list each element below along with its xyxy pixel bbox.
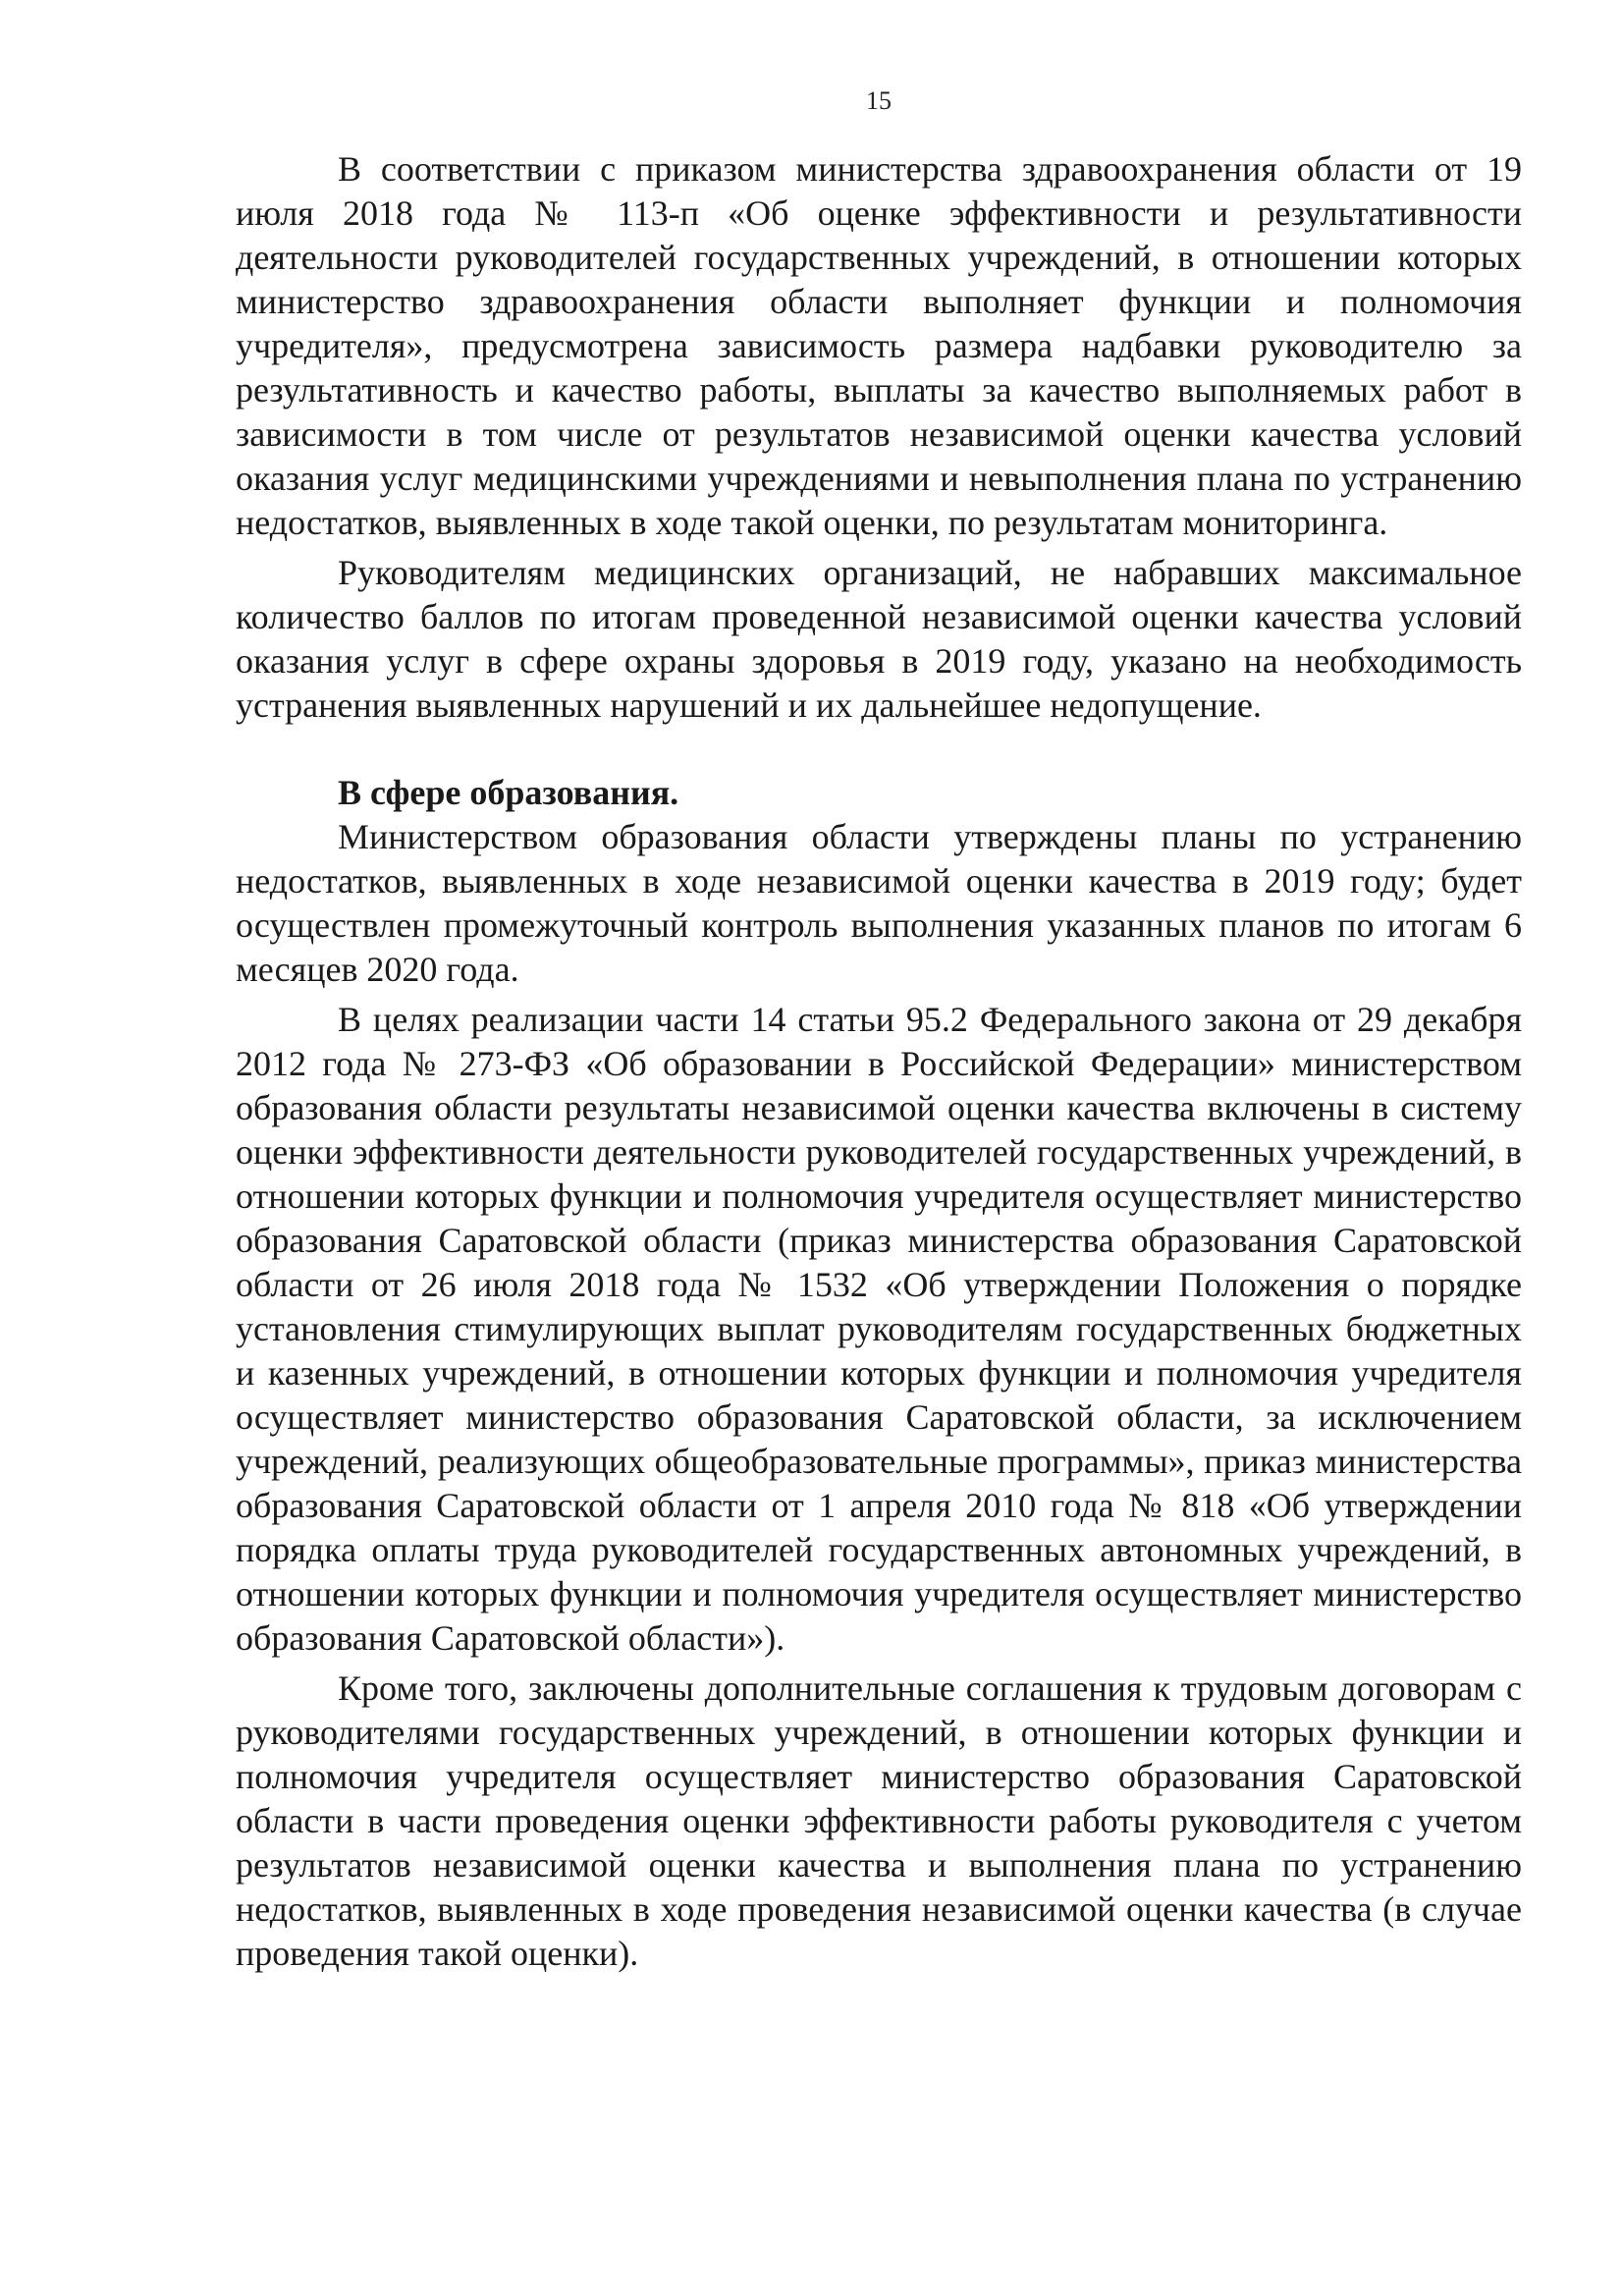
paragraph-health-order: В соответствии с приказом министерства здравоохранения области от 19 июля 2018 года № 113-п «Об оценке эффективности и результативности деятельности руководителей государственных учреждений, в отношении которых министерство здравоохранения области выполняет функции и полномочия учредителя», предусмотрена зависимость размера надбавки руководителю за результативность и качество работы, выплаты за качество выполняемых работ в зависимости в том числе от результатов независимой оценки качества условий оказания услуг медицинскими учреждениями и невыполнения плана по устранению недостатков, выявленных в ходе такой оценки, по результатам мониторинга. <box>236 149 1522 542</box>
paragraph-education-plans: Министерством образования области утверждены планы по устранению недостатков, выявленных в ходе независимой оценки качества в 2019 году; будет осуществлен промежуточный контроль выполнения указанных планов по итогам 6 месяцев 2020 года. <box>236 817 1522 989</box>
paragraph-education-law: В целях реализации части 14 статьи 95.2 Федерального закона от 29 декабря 2012 года № 273-ФЗ «Об образовании в Российской Федерации» министерством образования области результаты независимой оценки качества включены в систему оценки эффективности деятельности руководителей государственных учреждений, в отношении которых функции и полномочия учредителя осуществляет министерство образования Саратовской области (приказ министерства образования Саратовской области от 26 июля 2018 года № 1532 «Об утверждении Положения о порядке установления стимулирующих выплат руководителям государственных бюджетных и казенных учреждений, в отношении которых функции и полномочия учредителя осуществляет министерство образования Саратовской области, за исключением учреждений, реализующих общеобразовательные программы», приказ министерства образования Саратовской области от 1 апреля 2010 года № 818 «Об утверждении порядка оплаты труда руководителей государственных автономных учреждений, в отношении которых функции и полномочия учредителя осуществляет министерство образования Саратовской области»). <box>236 1000 1522 1658</box>
paragraph-health-managers: Руководителям медицинских организаций, не набравших максимальное количество баллов по итогам проведенной независимой оценки качества условий оказания услуг в сфере охраны здоровья в 2019 году, указано на необходимость устранения выявленных нарушений и их дальнейшее недопущение. <box>236 553 1522 725</box>
paragraph-education-agreements: Кроме того, заключены дополнительные соглашения к трудовым договорам с руководителями государственных учреждений, в отношении которых функции и полномочия учредителя осуществляет министерство образования Саратовской области в части проведения оценки эффективности работы руководителя с учетом результатов независимой оценки качества и выполнения плана по устранению недостатков, выявленных в ходе проведения независимой оценки качества (в случае проведения такой оценки). <box>236 1668 1522 1973</box>
document-body <box>236 147 1522 1976</box>
section-heading-education: В сфере образования. <box>338 773 679 812</box>
page-number: 15 <box>866 86 892 115</box>
